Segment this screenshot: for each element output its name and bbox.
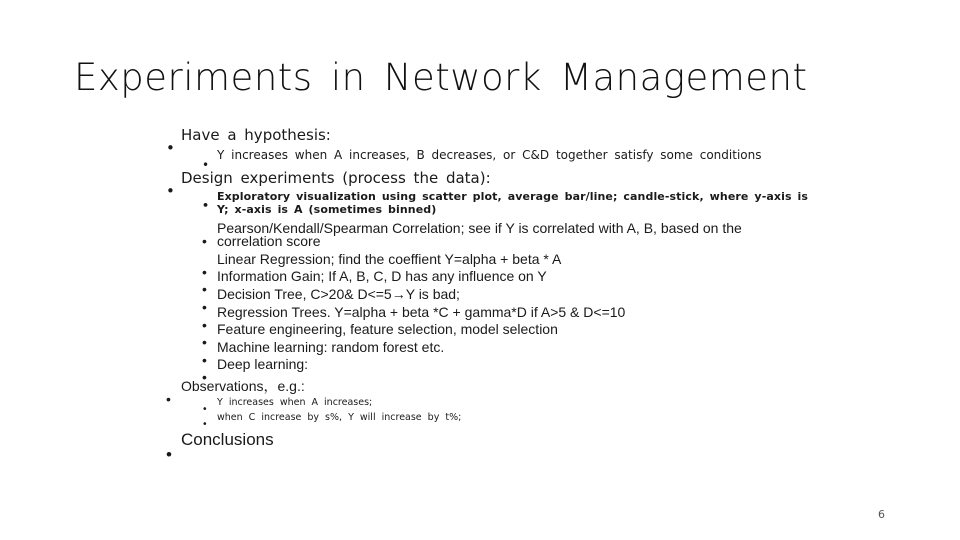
bullet-conclusions bbox=[181, 430, 274, 450]
design-heading: Design experiments (process the data): bbox=[181, 169, 491, 187]
bullet-decision-tree bbox=[217, 286, 460, 302]
bullet-observation-1 bbox=[217, 398, 372, 409]
observation-1-text: Y increases when A increases; bbox=[217, 397, 373, 408]
observations-heading: Observations，e.g.: bbox=[181, 378, 305, 394]
hypothesis-detail: Y increases when A increases, B decreases, or C&D together satisfy some conditions bbox=[217, 148, 762, 162]
machine-learning-text: Machine learning: random forest etc. bbox=[217, 339, 445, 355]
bullet-hypothesis-detail bbox=[217, 149, 761, 163]
bullet-information-gain bbox=[217, 268, 547, 284]
bullet-design bbox=[181, 170, 491, 187]
page-number: 6 bbox=[878, 508, 885, 521]
information-gain-text: Information Gain; If A, B, C, D has any influence on Y bbox=[217, 268, 547, 284]
exploratory-line1: Exploratory visualization using scatter plot, average bar/line; candle-stick, where y-axis is bbox=[217, 190, 809, 203]
bullet-feature-engineering bbox=[217, 321, 558, 337]
bullet-observations bbox=[181, 378, 305, 394]
bullet-hypothesis bbox=[181, 127, 331, 144]
linear-regression-text: Linear Regression; find the coeffient Y=alpha + beta * A bbox=[217, 251, 562, 267]
conclusions-heading: Conclusions bbox=[181, 430, 274, 449]
decision-tree-text-post: Y is bad; bbox=[405, 286, 460, 302]
pearson-line2: correlation score bbox=[217, 233, 321, 249]
observation-2-text: when C increase by s%, Y will increase by t%; bbox=[217, 412, 462, 423]
feature-engineering-text: Feature engineering, feature selection, model selection bbox=[217, 321, 558, 337]
deep-learning-text: Deep learning: bbox=[217, 356, 309, 372]
exploratory-line2: Y; x-axis is A (sometimes binned) bbox=[217, 203, 437, 216]
pearson-line1: Pearson/Kendall/Spearman Correlation; see if Y is correlated with A, B, based on the bbox=[217, 220, 742, 236]
bullet-exploratory bbox=[217, 191, 808, 204]
regression-trees-text: Regression Trees. Y=alpha + beta *C + gamma*D if A>5 & D<=10 bbox=[217, 304, 626, 320]
bullet-machine-learning bbox=[217, 339, 444, 355]
bullet-observation-2 bbox=[217, 413, 461, 424]
bullet-deep-learning bbox=[217, 356, 308, 372]
bullet-regression-trees bbox=[217, 304, 625, 320]
right-arrow-icon: → bbox=[391, 286, 406, 302]
slide-title: Experiments in Network Management bbox=[74, 56, 808, 99]
decision-tree-text-pre: Decision Tree, C>20& D<=5 bbox=[217, 286, 392, 302]
bullet-linear-regression bbox=[217, 251, 561, 267]
hypothesis-heading: Have a hypothesis: bbox=[181, 126, 331, 144]
